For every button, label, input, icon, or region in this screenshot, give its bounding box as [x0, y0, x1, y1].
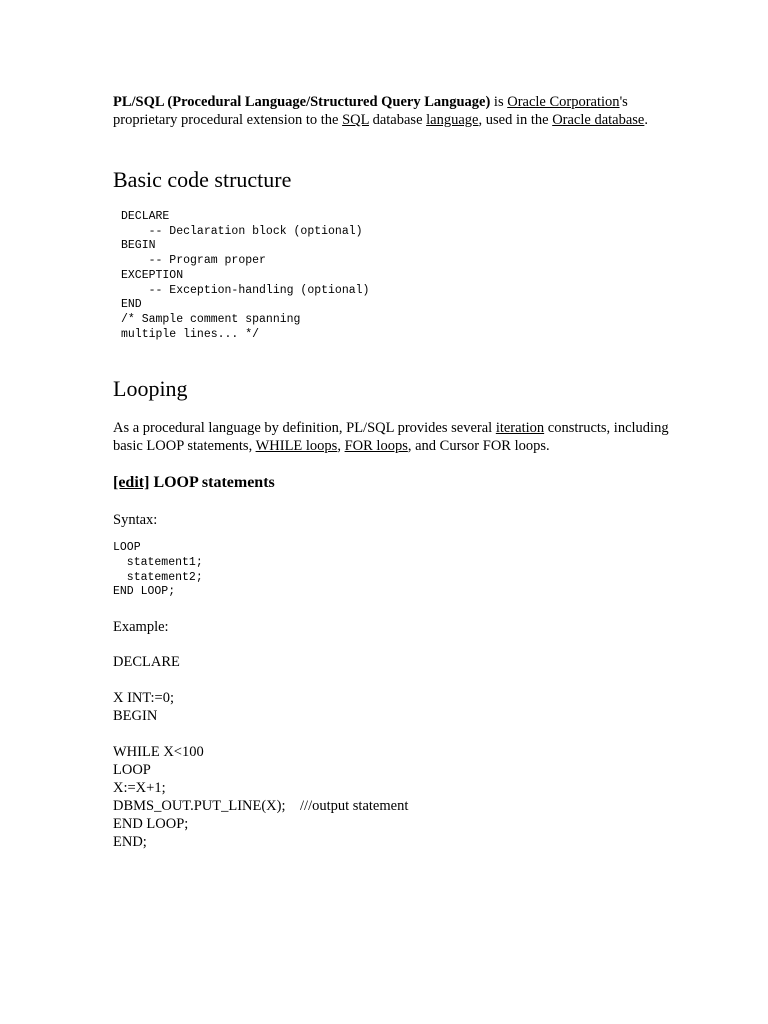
intro-term: PL/SQL (Procedural Language/Structured Query Language)	[113, 94, 491, 110]
edit-link[interactable]: [edit]	[113, 474, 150, 492]
code-line: statement2;	[113, 570, 203, 584]
intro-text-3: database	[368, 112, 427, 128]
example-line: WHILE X<100	[113, 744, 204, 761]
example-line: LOOP	[113, 762, 151, 779]
looping-text-4: , and Cursor FOR loops.	[407, 438, 550, 455]
intro-paragraph	[113, 93, 673, 129]
heading-loop-statements-text: LOOP statements	[149, 474, 275, 492]
code-block-basic-structure	[121, 210, 673, 342]
code-block-loop-syntax	[113, 541, 673, 600]
heading-basic-code-structure: Basic code structure	[113, 167, 292, 192]
link-oracle-database[interactable]: Oracle database	[552, 112, 645, 128]
code-line: -- Exception-handling (optional)	[121, 283, 370, 297]
code-line: -- Declaration block (optional)	[121, 224, 363, 238]
code-line: BEGIN	[121, 239, 156, 253]
link-while-loops[interactable]: WHILE loops	[255, 438, 338, 455]
code-line: -- Program proper	[121, 254, 266, 268]
code-line: multiple lines... */	[121, 327, 260, 341]
example-line: X:=X+1;	[113, 780, 166, 797]
looping-paragraph	[113, 419, 673, 455]
example-line: DBMS_OUT.PUT_LINE(X); ///output statement	[113, 798, 409, 815]
link-iteration[interactable]: iteration	[495, 420, 545, 437]
example-line: END LOOP;	[113, 816, 189, 833]
example-line	[113, 671, 673, 689]
link-sql[interactable]: SQL	[342, 112, 369, 128]
intro-text-2: 's proprietary procedural extension to the	[113, 94, 628, 128]
syntax-label: Syntax:	[113, 512, 158, 529]
heading-looping: Looping	[113, 376, 188, 402]
code-line: EXCEPTION	[121, 268, 184, 282]
looping-text-3: ,	[337, 438, 345, 455]
looping-text-1: As a procedural language by definition, PL/SQL provides several	[113, 420, 496, 437]
code-line: DECLARE	[121, 210, 170, 223]
code-line: END	[121, 298, 142, 312]
code-line: LOOP	[113, 541, 141, 555]
example-label: Example:	[113, 619, 169, 636]
looping-text-2: constructs, including basic LOOP statements,	[113, 420, 669, 455]
example-code	[113, 653, 673, 851]
code-line: /* Sample comment spanning	[121, 312, 301, 326]
intro-text-4: , used in the	[478, 112, 553, 128]
intro-text-1: is	[490, 94, 508, 110]
example-line	[113, 725, 673, 743]
link-for-loops[interactable]: FOR loops	[344, 438, 408, 455]
example-line: END;	[113, 834, 147, 851]
document-page	[113, 93, 673, 851]
example-line: DECLARE	[113, 654, 180, 671]
example-line: BEGIN	[113, 708, 158, 725]
intro-text-5: .	[644, 112, 648, 128]
link-language[interactable]: language	[426, 112, 479, 128]
example-line: X INT:=0;	[113, 690, 175, 707]
link-oracle-corporation[interactable]: Oracle Corporation	[507, 94, 620, 110]
code-line: END LOOP;	[113, 585, 176, 599]
heading-loop-statements	[113, 473, 673, 493]
code-line: statement1;	[113, 556, 203, 570]
